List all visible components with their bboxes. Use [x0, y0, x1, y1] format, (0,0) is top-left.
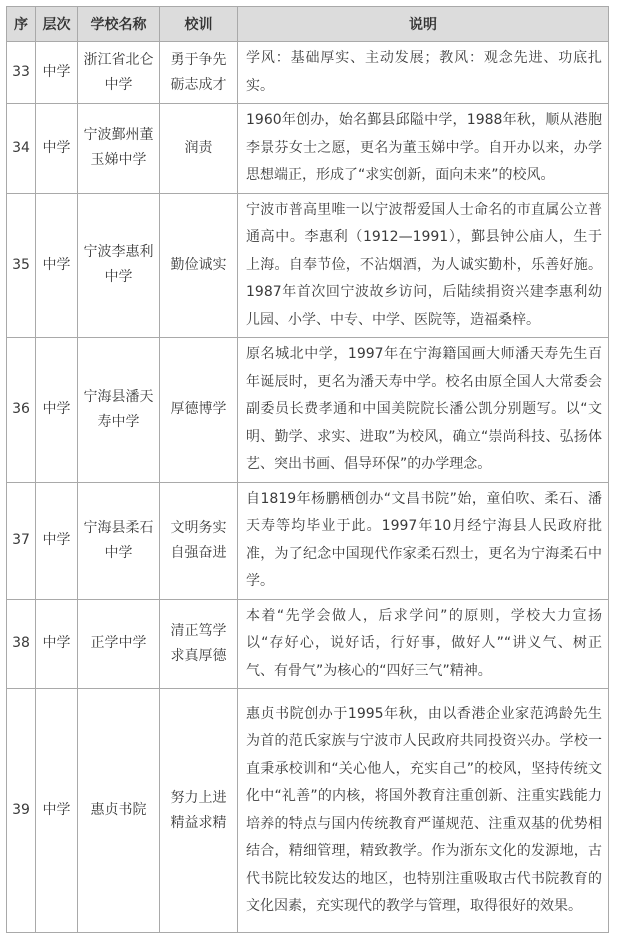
row-description: 原名城北中学，1997年在宁海籍国画大师潘天寿先生百年诞辰时，更名为潘天寿中学。校名由原全国人大常委会副委员长费孝通和中国美院院长潘公凯分别题写。以“文明、勤学、求实、进取”为校风，确立“崇尚科技、弘扬体艺、突出书画、倡导环保”的办学理念。 [238, 338, 609, 483]
table-row [7, 104, 609, 194]
row-motto: 清正笃学求真厚德 [160, 599, 238, 689]
table-row [7, 689, 609, 933]
header-no: 序 [7, 7, 36, 42]
row-school-name: 正学中学 [78, 599, 160, 689]
row-description: 宁波市普高里唯一以宁波帮爱国人士命名的市直属公立普通高中。李惠利（1912—1991），鄞县钟公庙人，生于上海。自奉节俭，不沾烟酒，为人诚实勤朴，乐善好施。1987年首次回宁波故乡访问，后陆续捐资兴建李惠利幼儿园、小学、中专、中学、医院等，造福桑梓。 [238, 193, 609, 338]
row-motto: 勇于争先砺志成才 [160, 42, 238, 104]
header-motto: 校训 [160, 7, 238, 42]
row-school-name: 宁海县柔石中学 [78, 482, 160, 599]
row-level: 中学 [36, 599, 78, 689]
row-school-name: 惠贞书院 [78, 689, 160, 933]
row-no: 35 [7, 193, 36, 338]
table-row [7, 193, 609, 338]
row-school-name: 宁波李惠利中学 [78, 193, 160, 338]
row-level: 中学 [36, 689, 78, 933]
row-no: 36 [7, 338, 36, 483]
table-row [7, 42, 609, 104]
row-description: 自1819年杨鹏栖创办“文昌书院”始，童伯吹、柔石、潘天寿等均毕业于此。1997年10月经宁海县人民政府批准，为了纪念中国现代作家柔石烈士，更名为宁海柔石中学。 [238, 482, 609, 599]
row-level: 中学 [36, 104, 78, 194]
row-description: 学风：基础厚实、主动发展；教风：观念先进、功底扎实。 [238, 42, 609, 104]
row-level: 中学 [36, 42, 78, 104]
row-school-name: 宁海县潘天寿中学 [78, 338, 160, 483]
row-level: 中学 [36, 338, 78, 483]
table-row [7, 482, 609, 599]
row-motto: 厚德博学 [160, 338, 238, 483]
row-description: 1960年创办，始名鄞县邱隘中学，1988年秋，顺从港胞李景芬女士之愿，更名为董玉娣中学。自开办以来，办学思想端正，形成了“求实创新，面向未来”的校风。 [238, 104, 609, 194]
row-motto: 文明务实自强奋进 [160, 482, 238, 599]
row-no: 37 [7, 482, 36, 599]
row-level: 中学 [36, 482, 78, 599]
row-motto: 润责 [160, 104, 238, 194]
row-school-name: 浙江省北仑中学 [78, 42, 160, 104]
row-no: 38 [7, 599, 36, 689]
header-level: 层次 [36, 7, 78, 42]
row-level: 中学 [36, 193, 78, 338]
header-school-name: 学校名称 [78, 7, 160, 42]
row-motto: 勤俭诚实 [160, 193, 238, 338]
header-description: 说明 [238, 7, 609, 42]
table-row [7, 599, 609, 689]
table-header-row [7, 7, 609, 42]
row-no: 33 [7, 42, 36, 104]
row-description: 本着“先学会做人，后求学问”的原则，学校大力宣扬以“存好心，说好话，行好事，做好人”“讲义气、树正气、有骨气”为核心的“四好三气”精神。 [238, 599, 609, 689]
row-motto: 努力上进精益求精 [160, 689, 238, 933]
school-motto-table [6, 6, 609, 933]
row-description: 惠贞书院创办于1995年秋，由以香港企业家范鸿龄先生为首的范氏家族与宁波市人民政府共同投资兴办。学校一直秉承校训和“关心他人，充实自己”的校风，坚持传统文化中“礼善”的内核，将国外教育注重创新、注重实践能力培养的特点与国内传统教育严谨规范、注重双基的优势相结合，精细管理，精致教学。作为浙东文化的发源地，古代书院比较发达的地区，也特别注重吸取古代书院教育的文化因素，充实现代的教学与管理，取得很好的效果。 [238, 689, 609, 933]
row-no: 39 [7, 689, 36, 933]
row-no: 34 [7, 104, 36, 194]
row-school-name: 宁波鄞州董玉娣中学 [78, 104, 160, 194]
table-row [7, 338, 609, 483]
